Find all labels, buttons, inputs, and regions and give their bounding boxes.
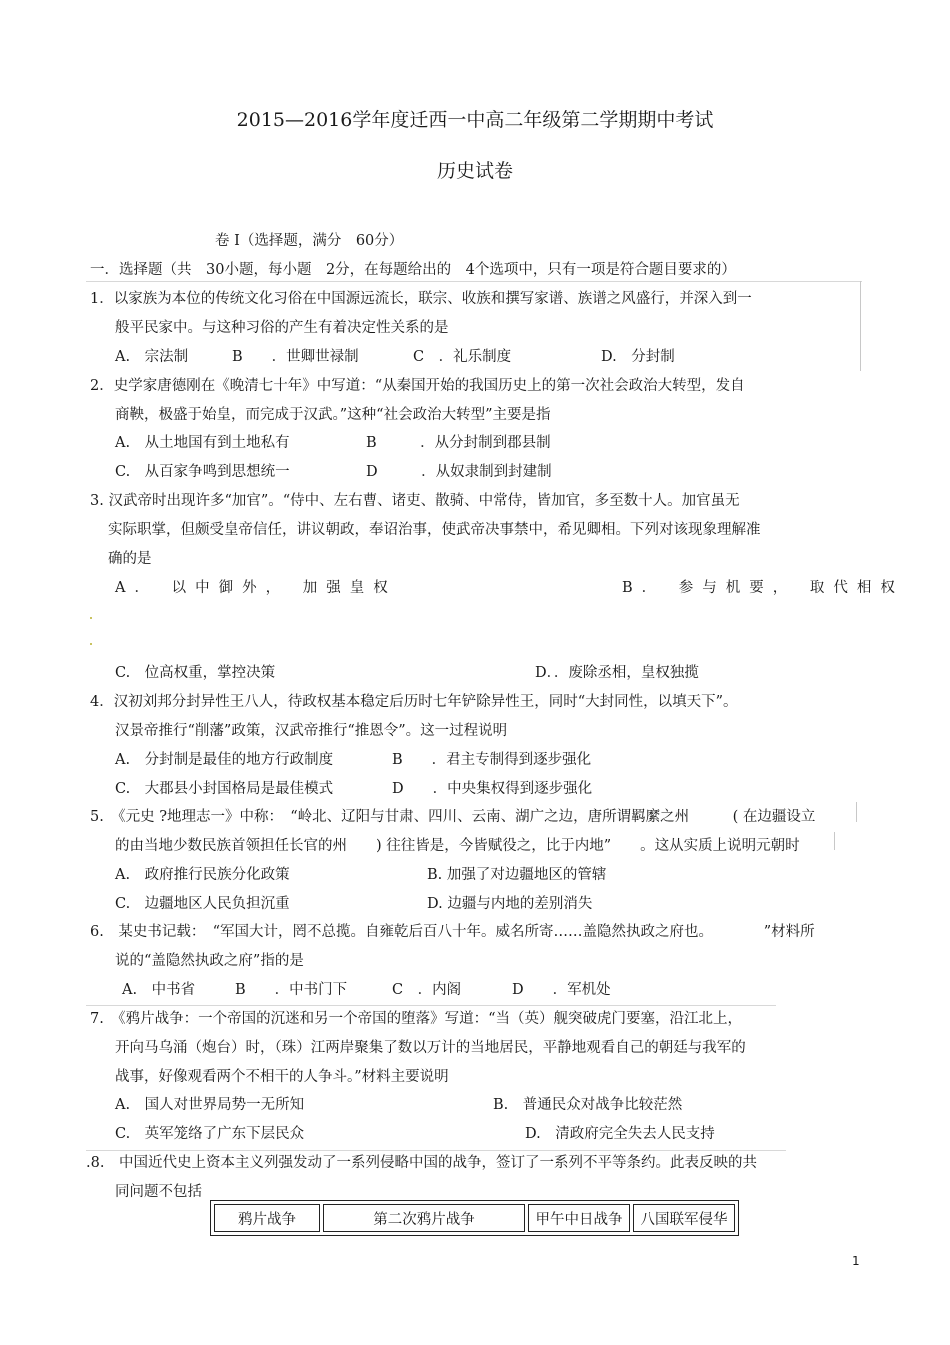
option-a: A. 国人对世界局势一无所知 [115,1097,305,1113]
option-a: A. 分封制是最佳的地方行政制度 [115,752,334,768]
table-cell: 第二次鸦片战争 [323,1204,525,1232]
option-c: C. 英军笼络了广东下层民众 [115,1126,305,1142]
question-text: 确的是 [108,551,152,567]
scan-line [856,802,857,822]
question-text: 般平民家中。与这种习俗的产生有着决定性关系的是 [115,320,449,336]
option-b: B. 普通民众对战争比较茫然 [493,1097,683,1113]
table-cell: 八国联军侵华 [633,1204,735,1232]
option-c: C. 大郡县小封国格局是最佳模式 [115,781,334,797]
option-b: B． 参与机要， 取代相权 [622,580,904,596]
option-b: B ．君主专制得到逐步强化 [392,752,592,768]
question-text: 战事，好像观看两个不相干的人争斗。”材料主要说明 [115,1069,449,1085]
option-a: A. 政府推行民族分化政策 [115,867,290,883]
war-table [210,1200,739,1236]
table-cell: 鸦片战争 [214,1204,320,1232]
question-text: 汉景帝推行“削藩”政策，汉武帝推行“推恩令”。这一过程说明 [115,723,508,739]
question-text: 4．汉初刘邦分封异性王八人，待政权基本稳定后历时七年铲除异性王，同时“大封同性，以填天下”。 [90,694,738,710]
option-b: B ．中书门下 [235,982,348,998]
question-text: 说的“盖隐然执政之府”指的是 [115,953,304,969]
option-d: D ．中央集权得到逐步强化 [392,781,593,797]
option-c: C. 从百家争鸣到思想统一 [115,464,290,480]
option-a: A. 宗法制 [115,349,189,365]
question-text: 商鞅，极盛于始皇，而完成于汉武。”这种“社会政治大转型”主要是指 [115,407,551,423]
option-b: B ．从分封制到郡县制 [366,435,551,451]
exam-title: 2015—2016学年度迁西一中高二年级第二学期期中考试 [236,109,714,131]
option-b: B ．世卿世禄制 [232,349,359,365]
option-a: A. 中书省 [122,982,196,998]
page-number: 1 [852,1254,860,1268]
question-text: 1．以家族为本位的传统文化习俗在中国源远流长，联宗、收族和撰写家谱、族谱之风盛行，并深入到一 [90,291,752,307]
table-cell: 甲午中日战争 [528,1204,630,1232]
option-d: D. 边疆与内地的差别消失 [427,896,593,912]
scan-line [86,281,862,282]
question-text: 实际职掌，但颇受皇帝信任，讲议朝政，奉诏治事，使武帝决事禁中，希见卿相。下列对该现象理解准 [108,522,761,538]
scan-line [86,1005,776,1006]
option-a: A． 以中御外， 加强皇权 [115,580,397,596]
option-d: D ．从奴隶制到封建制 [366,464,552,480]
section-heading: 卷 I（选择题，满分 60分） [215,233,404,249]
option-a: A. 从土地国有到土地私有 [115,435,290,451]
question-text: 3. 汉武帝时出现许多“加官”。“侍中、左右曹、诸吏、散骑、中常侍，皆加官，多至数十人。加官虽无 [90,493,740,509]
question-text: 开向马乌涌（炮台）时，（珠）江两岸聚集了数以万计的当地居民，平静地观看自己的朝廷与我军的 [115,1040,746,1056]
scan-line [860,281,861,371]
option-d: D ．军机处 [512,982,611,998]
question-text: .8. 中国近代史上资本主义列强发动了一系列侵略中国的战争，签订了一系列不平等条约。此表反映的共 [86,1155,757,1171]
option-d: D. 清政府完全失去人民支持 [525,1126,715,1142]
exam-subtitle: 历史试卷 [436,160,513,182]
option-c: C ．礼乐制度 [413,349,512,365]
question-text: 5. 《元史 ?地理志一》中称： “岭北、辽阳与甘肃、四川、云南、湖广之边，唐所谓羁縻之州 ( 在边疆设立 [90,809,816,825]
question-text: 7. 《鸦片战争：一个帝国的沉迷和另一个帝国的堕落》写道：“当（英）舰突破虎门要塞，沿江北上， [90,1011,742,1027]
option-c: C ．内阁 [392,982,462,998]
option-d: D. 分封制 [601,349,675,365]
question-text: 6. 某史书记载： “军国大计，罔不总揽。自雍乾后百八十年。威名所寄……盖隐然执政之府也。 ”材料所 [90,924,815,940]
question-text: 的由当地少数民族首领担任长官的州 ) 往往皆是，今皆赋役之，比于内地” 。这从实质上说明元朝时 [115,838,800,854]
option-b: B. 加强了对边疆地区的管辖 [427,867,607,883]
section-instruction: 一．选择题（共 30小题，每小题 2分，在每题给出的 4个选项中，只有一项是符合题目要求的） [90,262,736,278]
option-c: C. 位高权重，掌控决策 [115,665,276,681]
scan-speck [90,643,92,645]
option-c: C. 边疆地区人民负担沉重 [115,896,290,912]
scan-line [834,832,835,850]
scan-speck [90,617,92,619]
table-row [214,1204,735,1232]
question-text: 2．史学家唐德刚在《晚清七十年》中写道：“从秦国开始的我国历史上的第一次社会政治大转型，发自 [90,378,745,394]
question-text: 同问题不包括 [115,1184,202,1200]
option-d: D．．废除丞相，皇权独揽 [535,665,699,681]
